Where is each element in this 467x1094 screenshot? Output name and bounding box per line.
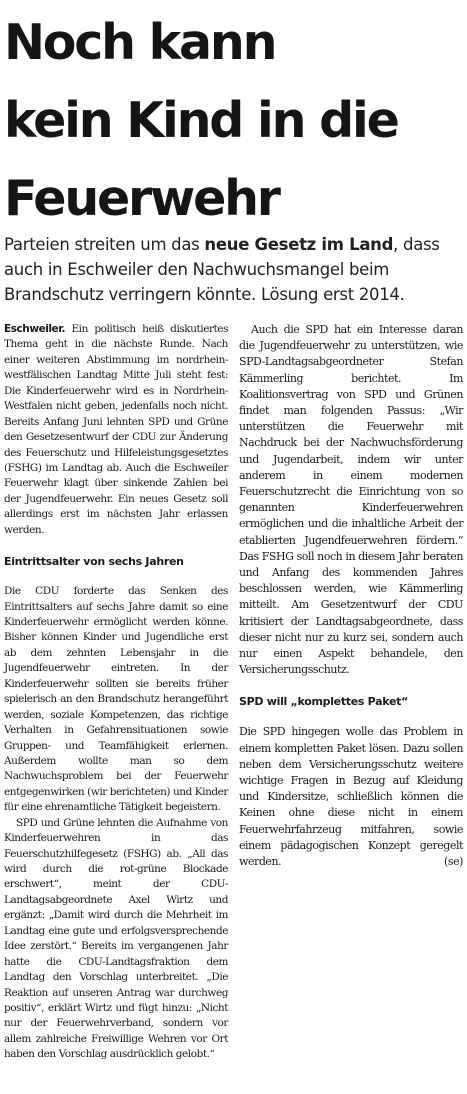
headline-line-2: kein Kind in die [4, 92, 398, 149]
article-paragraph-3: SPD und Grüne lehnten die Aufnahme von Kinderfeuerwehren in das Feuerschutzhilfegesetz (FSHG) ab. „All das wird durch die rot-grüne Blockade erschwert“, meint der CDU-Landtagsabgeordnete Axel Wirtz und ergänzt: „Damit wird durch die Mehrheit im Landtag eine gute und erfolgsversprechende Idee zerstört.“ Bereits im vergangenen Jahr hatte die CDU-Landtagsfraktion dem Landtag den Vorschlag unterbreitet. „Die Reaktion auf unseren Antrag war durchweg positiv“, erklärt Wirtz und fügt hinzu: „Nicht nur der Feuerwehrverband, sondern vor allem zahlreiche Freiwillige Wehren vor Ort haben den Vorschlag ausdrücklich gelobt.“ [4, 816, 228, 1061]
article-column-left [4, 322, 228, 1063]
article-paragraph-1 [4, 322, 228, 538]
article-column-right [239, 322, 463, 870]
subheading-eintrittsalter: Eintrittsalter von sechs Jahren [4, 555, 184, 569]
subheading-spd-paket: SPD will „komplettes Paket“ [239, 695, 409, 709]
teaser-text-end: , dass auch in Eschweiler den Nachwuchsmangel beim Brandschutz verringern könnte. Lösung erst 2014. [4, 235, 440, 304]
author-initials: (se) [444, 855, 463, 869]
article-paragraph-5-text: Die SPD hingegen wolle das Problem in einem kompletten Paket lösen. Dazu sollen neben dem Versicherungsschutz weitere wichtige Fragen in Bezug auf Kleidung und Kindersitze, schließlich können die Keinen ohne diese nicht in einem Feuerwehrfahrzeug mitfahren, sowie einem pädagogischen Konzept geregelt werden. [239, 725, 463, 869]
headline-line-1: Noch kann [4, 14, 276, 71]
dateline: Eschweiler. [4, 323, 65, 335]
headline [4, 4, 464, 238]
teaser [4, 232, 464, 307]
article-paragraph-2: Die CDU forderte das Senken des Eintrittsalters auf sechs Jahre damit so eine Kinderfeuerwehr ermöglicht werden könne. Bisher können Kinder und Jugendliche erst ab dem zehnten Lebensjahr in die Jugendfeuerwehr eintreten. In der Kinderfeuerwehr sollten sie bereits früher spielerisch an den Brandschutz herangeführt werden, soziale Kompetenzen, das richtige Verhalten in Gefahrensituationen sowie Gruppen- und Teamfähigkeit erlernen. Außerdem wollte man so dem Nachwuchsproblem bei der Feuerwehr entgegenwirken (wir berichteten) und Kinder für eine ehrenamtliche Tätigkeit begeistern. [4, 585, 228, 814]
teaser-highlight: neue Gesetz im Land [204, 235, 394, 254]
article-paragraph-1-text: Ein politisch heiß diskutiertes Thema geht in die nächste Runde. Nach einer weiteren Abstimmung im nordrhein-westfälischen Landtag Mitte Juli steht fest: Die Kinderfeuerwehr wird es in Nordrhein-Westfalen nicht geben, jedenfalls noch nicht. Bereits Anfang Juni lehnten SPD und Grüne den Gesetzesentwurf der CDU zur Änderung des Feuerschutz und Hilfeleistungsgesetztes (FSHG) im Landtag ab. Auch die Eschweiler Feuerwehr klagt über sinkende Zahlen bei der Jugendfeuerwehr. Ein neues Gesetz soll allerdings erst im nächsten Jahr erlassen werden. [4, 323, 229, 536]
article-paragraph-5 [239, 724, 463, 870]
teaser-text-start: Parteien streiten um das [4, 235, 205, 254]
article-paragraph-4: Auch die SPD hat ein Interesse daran die Jugendfeuerwehr zu unterstützen, wie SPD-Landtagsabgeordneter Stefan Kämmerling berichtet. Im Koalitionsvertrag von SPD und Grünen findet man folgenden Passus: „Wir unterstützen die Feuerwehr mit Nachdruck bei der Nachwuchsförderung und Jugendarbeit, indem wir unter anderem in einem modernen Feuerschutzrecht die Einrichtung von so genannten Kinderfeuerwehren ermöglichen und die inhaltliche Arbeit der etablierten Jugendfeuerwehren fördern.“ Das FSHG soll noch in diesem Jahr beraten und Anfang des kommenden Jahres beschlossen werden, wie Kämmerling mitteilt. Am Gesetzentwurf der CDU kritisiert der Landtagsabgeordnete, dass dieser nicht nur zu kurz sei, sondern auch nur einen Aspekt behandele, den Versicherungsschutz. [239, 323, 463, 677]
headline-line-3: Feuerwehr [4, 170, 279, 227]
